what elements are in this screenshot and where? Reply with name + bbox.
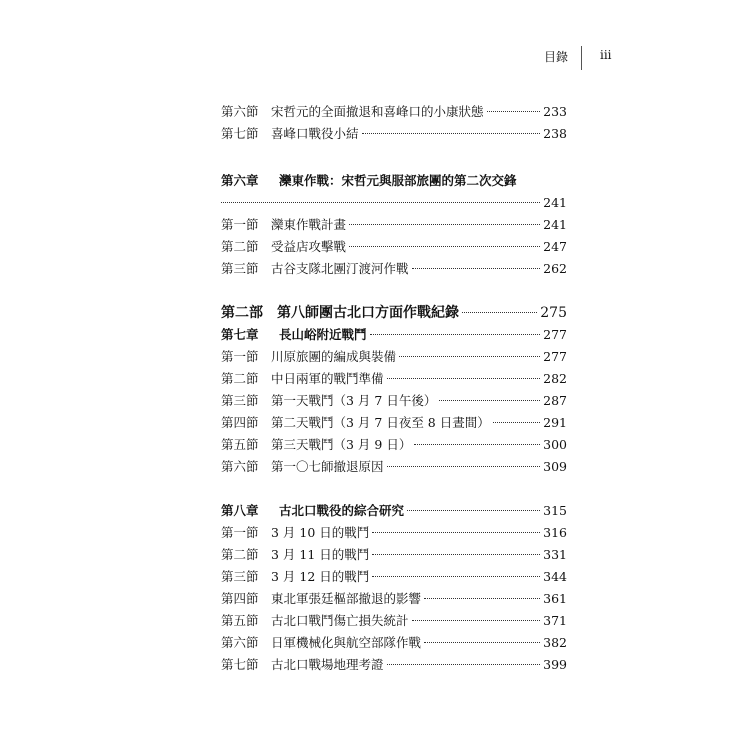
dot-leader [349, 246, 540, 247]
toc-entry-page: 287 [543, 393, 567, 408]
toc-entry [221, 390, 567, 412]
toc-entry [221, 654, 567, 676]
toc-entry-title: 中日兩軍的戰鬥準備 [271, 371, 384, 386]
toc-entry [221, 544, 567, 566]
toc-entry-title: 3 月 11 日的戰鬥 [271, 547, 370, 562]
toc-entry-page: 291 [543, 415, 567, 430]
dot-leader [221, 202, 540, 203]
toc-entry-label: 第七節 [221, 657, 259, 672]
toc-entry-title: 第八師團古北口方面作戰紀錄 [277, 305, 459, 321]
header-page-number: iii [600, 48, 612, 62]
dot-leader [407, 510, 540, 511]
toc-entry [221, 588, 567, 610]
toc-entry [221, 258, 567, 280]
dot-leader [412, 268, 541, 269]
toc-chapter-heading [221, 170, 567, 192]
toc-entry-page: 277 [543, 327, 567, 342]
toc-entry-page: 241 [543, 217, 567, 232]
toc-entry-label: 第四節 [221, 591, 259, 606]
dot-leader [439, 400, 540, 401]
dot-leader [349, 224, 540, 225]
toc-chapter-heading [221, 500, 567, 522]
dot-leader [372, 576, 540, 577]
toc-part-heading [221, 302, 567, 324]
toc-entry-label: 第六章 [221, 173, 259, 188]
dot-leader [372, 554, 540, 555]
toc-entry-label: 第二部 [221, 305, 263, 321]
toc-entry-title: 灤東作戰計畫 [271, 217, 347, 232]
toc-entry-page: 247 [543, 239, 567, 254]
toc-entry-label: 第五節 [221, 437, 259, 452]
toc-entry [221, 214, 567, 236]
toc-entry-title: 受益店攻擊戰 [271, 239, 347, 254]
dot-leader [370, 334, 541, 335]
toc-entry-page: 331 [543, 547, 567, 562]
dot-leader [424, 598, 540, 599]
toc-entry-label: 第一節 [221, 525, 259, 540]
header-title: 目錄 [543, 50, 568, 64]
toc-entry-label: 第一節 [221, 217, 259, 232]
toc-entry-title: 第一〇七師撤退原因 [271, 459, 384, 474]
toc-entry-page: 238 [543, 126, 567, 141]
toc-entry [221, 522, 567, 544]
toc-entry-title: 古北口戰場地理考證 [271, 657, 384, 672]
toc-entry-page: 275 [540, 305, 567, 321]
toc-entry-title: 灤東作戰：宋哲元與服部旅團的第二次交鋒 [279, 173, 517, 188]
toc-entry-label: 第二節 [221, 547, 259, 562]
toc-entry-label: 第七章 [221, 327, 259, 342]
dot-leader [362, 133, 541, 134]
toc-entry [221, 412, 567, 434]
toc-entry-page: 344 [543, 569, 567, 584]
toc-entry-title: 喜峰口戰役小結 [271, 126, 359, 141]
header-divider [581, 46, 582, 70]
toc-entry-title: 第一天戰鬥（3 月 7 日午後） [271, 393, 437, 408]
toc-entry [221, 236, 567, 258]
dot-leader [487, 111, 541, 112]
toc-entry-label: 第三節 [221, 393, 259, 408]
toc-entry-title: 古北口戰役的綜合研究 [279, 503, 405, 518]
toc-entry-title: 東北軍張廷樞部撤退的影響 [271, 591, 422, 606]
toc-entry [221, 368, 567, 390]
toc-entry-continuation [221, 192, 567, 214]
toc-entry-page: 277 [543, 349, 567, 364]
toc-entry-title: 3 月 10 日的戰鬥 [271, 525, 370, 540]
toc-entry-page: 371 [543, 613, 567, 628]
toc-entry-page: 300 [543, 437, 567, 452]
toc-entry-title: 古谷支隊北團汀渡河作戰 [271, 261, 409, 276]
toc-entry-page: 241 [543, 195, 567, 210]
toc-entry-label: 第一節 [221, 349, 259, 364]
toc-entry-title: 第二天戰鬥（3 月 7 日夜至 8 日晝間） [271, 415, 490, 430]
toc-entry-label: 第六節 [221, 459, 259, 474]
toc-entry-page: 233 [543, 104, 567, 119]
toc-entry-page: 316 [543, 525, 567, 540]
toc-entry [221, 456, 567, 478]
dot-leader [462, 312, 537, 313]
dot-leader [424, 642, 540, 643]
toc-entry-page: 262 [543, 261, 567, 276]
toc-entry-page: 382 [543, 635, 567, 650]
toc-entry-label: 第三節 [221, 569, 259, 584]
toc-entry-label: 第六節 [221, 104, 259, 119]
toc-entry-title: 日軍機械化與航空部隊作戰 [271, 635, 422, 650]
toc-entry [221, 610, 567, 632]
toc-entry-page: 315 [543, 503, 567, 518]
toc-entry-page: 309 [543, 459, 567, 474]
toc-entry [221, 632, 567, 654]
toc-entry-label: 第四節 [221, 415, 259, 430]
running-header [0, 46, 750, 70]
toc-entry [221, 434, 567, 456]
toc-entry-page: 361 [543, 591, 567, 606]
toc-entry-title: 古北口戰鬥傷亡損失統計 [271, 613, 409, 628]
toc-entry-label: 第二節 [221, 239, 259, 254]
toc-entry [221, 123, 567, 145]
toc-entry-title: 宋哲元的全面撤退和喜峰口的小康狀態 [271, 104, 484, 119]
toc-entry-page: 282 [543, 371, 567, 386]
dot-leader [372, 532, 540, 533]
toc-entry-label: 第八章 [221, 503, 259, 518]
toc-entry-title: 3 月 12 日的戰鬥 [271, 569, 370, 584]
toc-entry-label: 第二節 [221, 371, 259, 386]
toc-entry-title: 川原旅團的編成與裝備 [271, 349, 397, 364]
dot-leader [412, 620, 541, 621]
toc-entry-title: 第三天戰鬥（3 月 9 日） [271, 437, 412, 452]
dot-leader [493, 422, 540, 423]
toc-entry-page: 399 [543, 657, 567, 672]
dot-leader [387, 378, 541, 379]
toc-entry-label: 第三節 [221, 261, 259, 276]
dot-leader [414, 444, 540, 445]
dot-leader [387, 664, 541, 665]
toc-entry [221, 101, 567, 123]
toc-entry-label: 第七節 [221, 126, 259, 141]
toc-entry-title: 長山峪附近戰鬥 [279, 327, 367, 342]
toc-entry-label: 第五節 [221, 613, 259, 628]
toc-entry [221, 346, 567, 368]
dot-leader [399, 356, 540, 357]
toc-entry-label: 第六節 [221, 635, 259, 650]
toc-chapter-heading [221, 324, 567, 346]
toc-entry [221, 566, 567, 588]
dot-leader [387, 466, 541, 467]
